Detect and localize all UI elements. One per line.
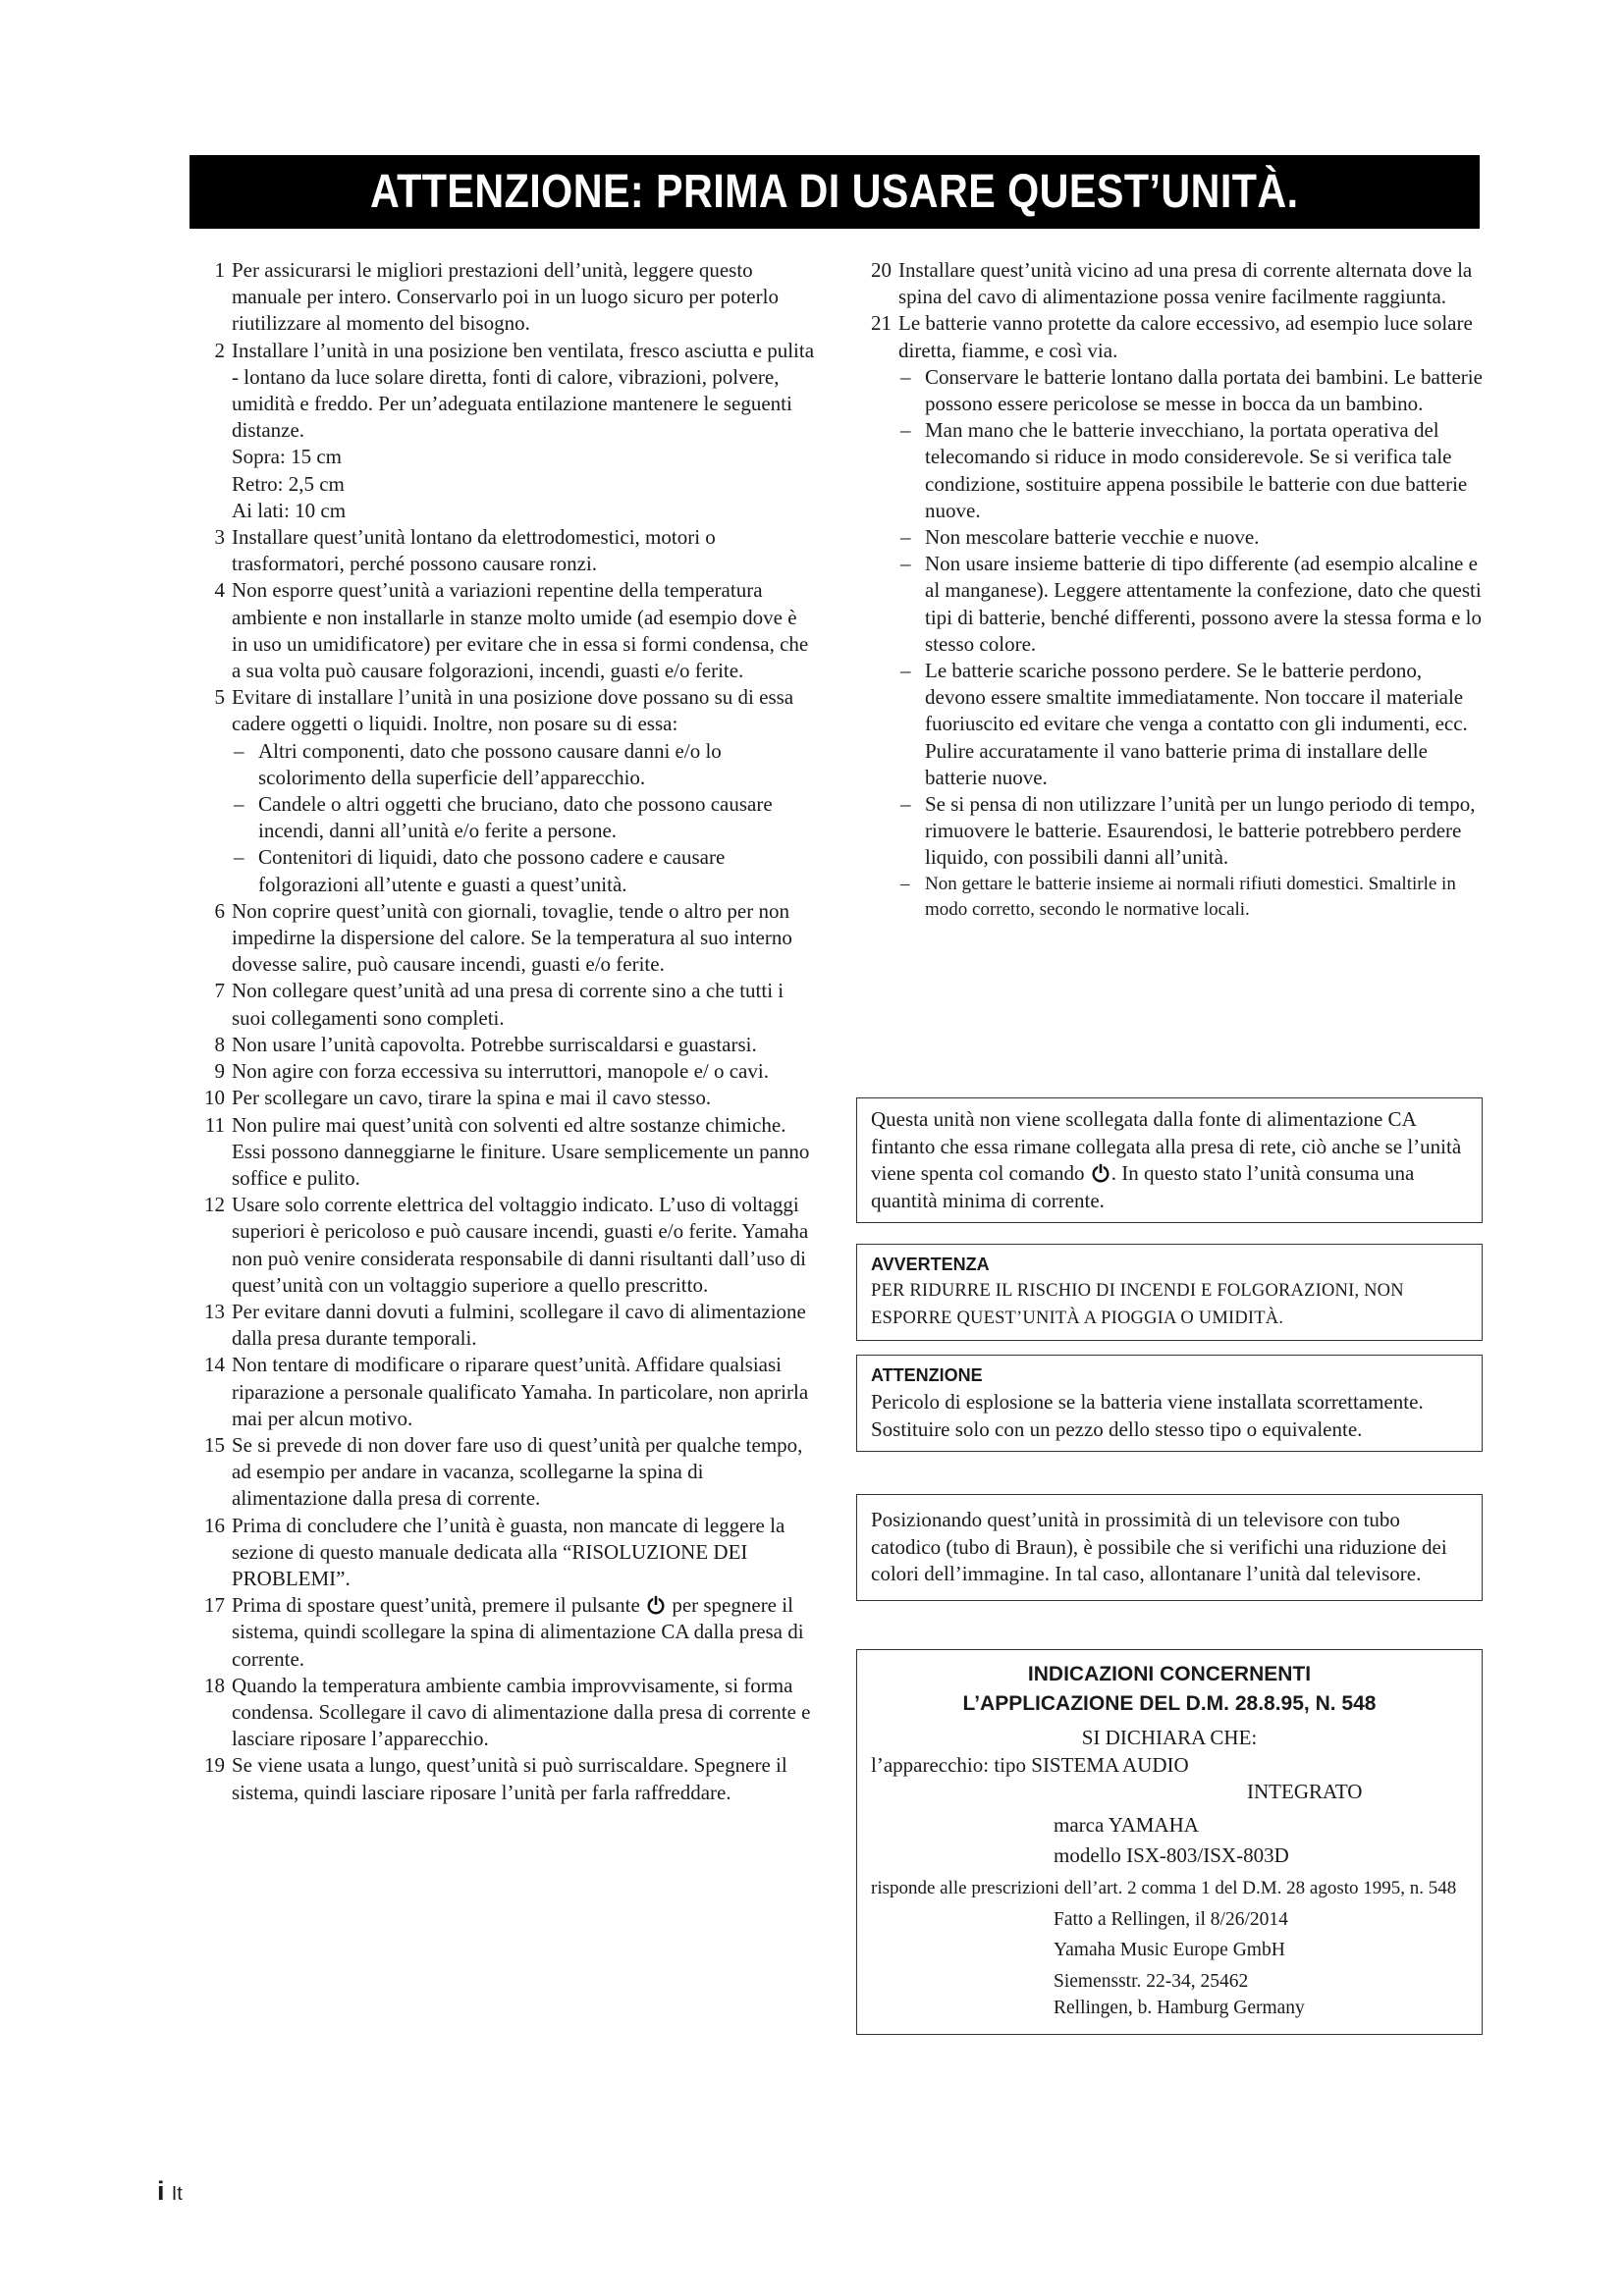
dash-item: – Conservare le batterie lontano dalla portata dei bambini. Le batterie possono essere pericolose se messe in bocca da un bambino. bbox=[900, 364, 1483, 416]
caution-text: Pericolo di esplosione se la batteria viene installata scorrettamente. Sostituire solo con un pezzo dello stesso tipo o equivalente. bbox=[871, 1390, 1424, 1441]
list-item: 17 Prima di spostare quest’unità, premere il pulsante per spegnere il sistema, quindi scollegare la spina di alimentazione CA dalla presa di corrente. bbox=[204, 1593, 804, 1671]
dm-declaration-box: INDICAZIONI CONCERNENTI L’APPLICAZIONE DEL D.M. 28.8.95, N. 548 SI DICHIARA CHE: l’apparecchio: tipo SISTEMA AUDIO INTEGRATO marca YAMAHA modello ISX-803/ISX-803D risponde alle prescrizioni dell’art. 2 comma 1 del D.M. 28 agosto 1995, n. 548 Fatto a Rellingen, il 8/26/2014 Yamaha Music Europe GmbH Siemensstr. 22-34, 25462 Rellingen, b. Hamburg Germany bbox=[856, 1649, 1483, 2035]
dash-item: – Candele o altri oggetti che bruciano, dato che possono causare incendi, danni all’unità e/o ferite a persone. bbox=[234, 792, 773, 843]
warning-text: PER RIDURRE IL RISCHIO DI INCENDI E FOLGORAZIONI, NON ESPORRE QUEST’UNITÀ A PIOGGIA O UMIDITÀ. bbox=[871, 1281, 1404, 1328]
dash-item: – Non usare insieme batterie di tipo differente (ad esempio alcaline e al manganese). Leggere attentamente la confezione, dato che questi tipi di batterie, benché differenti, possono avere la stessa forma e lo stesso colore. bbox=[900, 552, 1482, 656]
warning-box bbox=[856, 1244, 1483, 1341]
dash-item: – Se si pensa di non utilizzare l’unità per un lungo periodo di tempo, rimuovere le batterie. Esaurendosi, le batterie potrebbero perdere liquido, con possibili danni all’unità. bbox=[900, 792, 1476, 870]
page-number: i bbox=[157, 2176, 165, 2206]
declaration-title-1: INDICAZIONI CONCERNENTI bbox=[1027, 1663, 1312, 1685]
dash-item: – Altri componenti, dato che possono causare danni e/o lo scolorimento della superficie dell’apparecchio. bbox=[234, 738, 722, 789]
list-item: 20 Installare quest’unità vicino ad una presa di corrente alternata dove la spina del cavo di alimentazione possa venire facilmente raggiunta. bbox=[871, 258, 1473, 309]
list-item: 14 Non tentare di modificare o riparare quest’unità. Affidare qualsiasi riparazione a personale qualificato Yamaha. In particolare, non aprirla mai per alcun motivo. bbox=[204, 1353, 809, 1430]
caution-box bbox=[856, 1355, 1483, 1452]
declaration-title-2: L’APPLICAZIONE DEL D.M. 28.8.95, N. 548 bbox=[962, 1692, 1377, 1715]
tv-notice-box bbox=[856, 1494, 1483, 1601]
list-item: 9 Non agire con forza eccessiva su interruttori, manopole e/ o cavi. bbox=[214, 1059, 769, 1084]
list-item: 5 Evitare di installare l’unità in una posizione dove possano su di essa cadere oggetti o liquidi. Inoltre, non posare su di essa: bbox=[214, 685, 794, 736]
list-item: 12 Usare solo corrente elettrica del voltaggio indicato. L’uso di voltaggi superiori è pericoloso e può causare incendi, guasti e/o ferite. Yamaha non può venire considerata responsabile di danni risultanti dall’uso di quest’unità con un voltaggio superiore a quello prescritto. bbox=[204, 1193, 809, 1297]
list-item: 6 Non coprire quest’unità con giornali, tovaglie, tende o altro per non impedirne la dispersione del calore. Se la temperatura al suo interno dovesse salire, può causare incendi, guasti e/o ferite. bbox=[214, 898, 792, 977]
list-item: 3 Installare quest’unità lontano da elettrodomestici, motori o trasformatori, perché possono causare ronzi. bbox=[214, 525, 716, 576]
power-icon bbox=[645, 1594, 667, 1616]
list-item: 11 Non pulire mai quest’unità con solventi ed altre sostanze chimiche. Essi possono danneggiarne le finiture. Usare semplicemente un panno soffice e pulito. bbox=[204, 1112, 810, 1190]
left-column bbox=[189, 257, 818, 1806]
right-column bbox=[856, 257, 1485, 923]
power-icon bbox=[1090, 1162, 1111, 1184]
dash-item: – Man mano che le batterie invecchiano, la portata operativa del telecomando si riduce in modo considerevole. Se si verifica tale condizione, sostituire appena possibile le batterie con due batterie nuove. bbox=[900, 418, 1468, 522]
list-item: 16 Prima di concludere che l’unità è guasta, non mancate di leggere la sezione di questo manuale dedicata alla “RISOLUZIONE DEI PROBLEMI”. bbox=[204, 1513, 785, 1590]
dash-item: – Non mescolare batterie vecchie e nuove. bbox=[900, 525, 1260, 550]
tv-notice-text: Posizionando quest’unità in prossimità di un televisore con tubo catodico (tubo di Braun), è possibile che si verifichi una riduzione dei colori dell’immagine. In tal caso, allontanare l’unità dal televisore. bbox=[871, 1508, 1447, 1585]
list-item: 2 Installare l’unità in una posizione ben ventilata, fresco asciutta e pulita - lontano da luce solare diretta, fonti di calore, vibrazioni, polvere, umidità e freddo. Per un’adeguata entilazione mantenere le seguenti distanze. Sopra: 15 cm Retro: 2,5 cm Ai lati: 10 cm bbox=[214, 338, 815, 522]
page-title-banner bbox=[189, 155, 1480, 229]
language-code: It bbox=[171, 2183, 183, 2205]
page-footer bbox=[157, 2176, 183, 2207]
dash-item: – Non gettare le batterie insieme ai normali rifiuti domestici. Smaltirle in modo corretto, secondo le normative locali. bbox=[900, 873, 1456, 920]
list-item: 18 Quando la temperatura ambiente cambia improvvisamente, si forma condensa. Scollegare il cavo di alimentazione dalla presa di corrente e lasciare riposare l’apparecchio. bbox=[204, 1673, 811, 1751]
list-item: 15 Se si prevede di non dover fare uso di quest’unità per qualche tempo, ad esempio per andare in vacanza, scollegarne la spina di alimentazione dalla presa di corrente. bbox=[204, 1432, 803, 1511]
page-title: ATTENZIONE: PRIMA DI USARE QUEST’UNITÀ. bbox=[370, 166, 1299, 218]
list-item: 4 Non esporre quest’unità a variazioni repentine della temperatura ambiente e non installarle in stanze molto umide (ad esempio dove è in uso un umidificatore) per evitare che in essa si formi condensa, che a sua volta può causare folgorazioni, incendi, guasti e/o ferite. bbox=[214, 578, 809, 683]
list-item: 19 Se viene usata a lungo, quest’unità si può surriscaldare. Spegnere il sistema, quindi lasciare riposare l’unità per farla raffreddare. bbox=[204, 1753, 787, 1804]
list-item: 13 Per evitare danni dovuti a fulmini, scollegare il cavo di alimentazione dalla presa durante temporali. bbox=[204, 1299, 806, 1351]
list-item: 7 Non collegare quest’unità ad una presa di corrente sino a che tutti i suoi collegamenti sono completi. bbox=[214, 979, 785, 1030]
dash-item: – Le batterie scariche possono perdere. Se le batterie perdono, devono essere smaltite immediatamente. Non toccare il materiale fuoriuscito ed evitare che venga a contatto con gli indumenti, ecc. Pulire accuratamente il vano batterie prima di installare delle batterie nuove. bbox=[900, 659, 1468, 789]
warning-heading: AVVERTENZA bbox=[871, 1255, 990, 1274]
list-item: 21 Le batterie vanno protette da calore eccessivo, ad esempio luce solare diretta, fiamme, e così via. bbox=[871, 311, 1473, 362]
list-item: 10 Per scollegare un cavo, tirare la spina e mai il cavo stesso. bbox=[204, 1086, 712, 1110]
dash-item: – Contenitori di liquidi, dato che possono cadere e causare folgorazioni all’utente e guasti a quest’unità. bbox=[234, 845, 726, 896]
standby-notice-box: Questa unità non viene scollegata dalla fonte di alimentazione CA fintanto che essa rimane collegata alla presa di rete, ciò anche se l’unità viene spenta col comando . In questo stato l’unità consuma una quantità minima di corrente. bbox=[856, 1097, 1483, 1223]
caution-heading: ATTENZIONE bbox=[871, 1365, 983, 1385]
list-item: 1 Per assicurarsi le migliori prestazioni dell’unità, leggere questo manuale per intero. Conservarlo poi in un luogo sicuro per poterlo riutilizzare al momento del bisogno. bbox=[214, 258, 779, 336]
list-item: 8 Non usare l’unità capovolta. Potrebbe surriscaldarsi e guastarsi. bbox=[214, 1032, 757, 1056]
